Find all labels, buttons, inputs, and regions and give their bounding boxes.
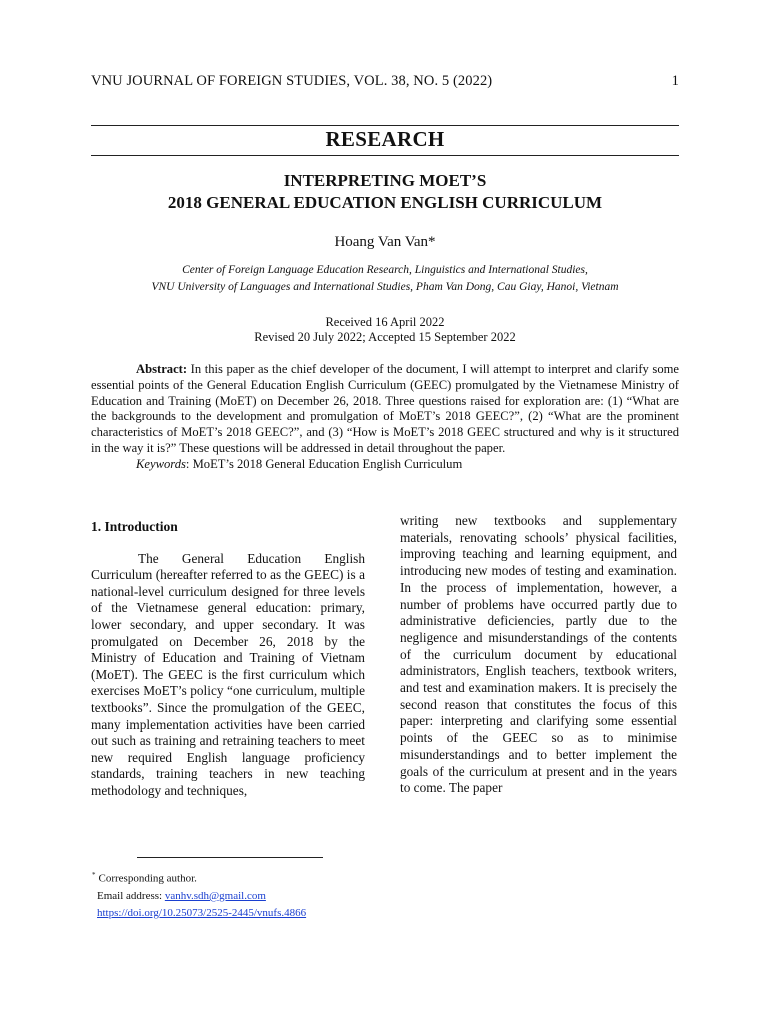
footnote-email (91, 888, 391, 905)
keywords (91, 457, 679, 473)
author-name: Hoang Van Van* (334, 234, 436, 250)
email-label: Email address: (97, 889, 165, 902)
footnote-rule (137, 857, 323, 858)
email-link[interactable]: vanhv.sdh@gmail.com (164, 889, 266, 902)
footnote-marker: * (92, 871, 96, 879)
body-column-left (91, 519, 365, 800)
doi-link[interactable]: https://doi.org/10.25073/2525-2445/vnufs.4866 (97, 906, 307, 919)
article-title (91, 170, 679, 214)
received-date: Received 16 April 2022 (325, 315, 445, 329)
introduction-paragraph-left: The General Education English Curriculum (hereafter referred to as the GEEC) is a national-level curriculum designed for three levels of the Vietnamese general education: primary, lower secondary, and upper secondary. It was promulgated on December 26, 2018 by the Ministry of Education and Training of Vietnam (MoET). The GEEC is the first curriculum which exercises MoET’s policy “one curriculum, multiple textbooks”. Since the promulgation of the GEEC, many implementation activities have been carried out such as training and retraining teachers to meet new required English language proficiency standards, training teachers in new teaching methodology and techniques, (91, 550, 365, 798)
footnote-doi (91, 905, 391, 922)
footnotes (91, 867, 391, 922)
revised-accepted-date: Revised 20 July 2022; Accepted 15 September 2022 (254, 330, 516, 344)
section-heading-introduction: 1. Introduction (91, 519, 178, 534)
abstract-paragraph (91, 362, 679, 457)
journal-citation: VNU JOURNAL OF FOREIGN STUDIES, VOL. 38, NO. 5 (2022) (91, 73, 493, 89)
affiliation (91, 262, 679, 296)
keywords-label: Keywords (136, 456, 186, 471)
affiliation-line-1: Center of Foreign Language Education Research, Linguistics and International Studies, (182, 264, 588, 276)
running-head (91, 73, 679, 90)
body-column-right (400, 513, 677, 797)
abstract (91, 362, 679, 473)
abstract-label: Abstract: (136, 362, 188, 376)
section-rule-top (91, 125, 679, 126)
keywords-text: : MoET’s 2018 General Education English Curriculum (185, 456, 463, 471)
article-dates (91, 315, 679, 345)
title-line-2: 2018 GENERAL EDUCATION ENGLISH CURRICULUM (167, 193, 603, 212)
corresponding-author-text: Corresponding author. (98, 872, 197, 885)
affiliation-line-2: VNU University of Languages and International Studies, Pham Van Dong, Cau Giay, Hanoi, Vietnam (151, 281, 619, 293)
section-label: RESEARCH (325, 127, 445, 151)
introduction-paragraph-right: writing new textbooks and supplementary materials, renovating schools’ physical facilities, improving teaching and learning equipment, and introducing new modes of testing and examination. In the process of implementation, however, a number of problems have occurred partly due to administrative deficiencies, partly due to the negligence and misunderstandings of the contents of the curriculum document by educational administrators, English teachers, textbook writers, and test and examination makers. It is precisely the second reason that constitutes the focus of this paper: interpreting and clarifying some essential points of the GEEC so as to minimise misunderstandings and to better implement the goals of the curriculum at present and in the years to come. The paper (400, 513, 677, 796)
page-number: 1 (671, 73, 679, 89)
abstract-text: In this paper as the chief developer of the document, I will attempt to interpret and clarify some essential points of the General Education English Curriculum (GEEC) promulgated by the Vietnamese Ministry of Education and Training (MoET) on December 26, 2018. Three questions raised for exploration are: (1) “What are the backgrounds to the development and promulgation of MoET’s 2018 GEEC?”, (2) “What are the prominent characteristics of MoET’s 2018 GEEC?”, and (3) “How is MoET’s 2018 GEEC structured and why is it structured in the way it is?” These questions will be addressed in detail throughout the paper. (91, 362, 679, 455)
title-line-1: INTERPRETING MOET’S (283, 171, 487, 190)
section-rule-bottom (91, 155, 679, 156)
footnote-corresponding (91, 867, 391, 888)
